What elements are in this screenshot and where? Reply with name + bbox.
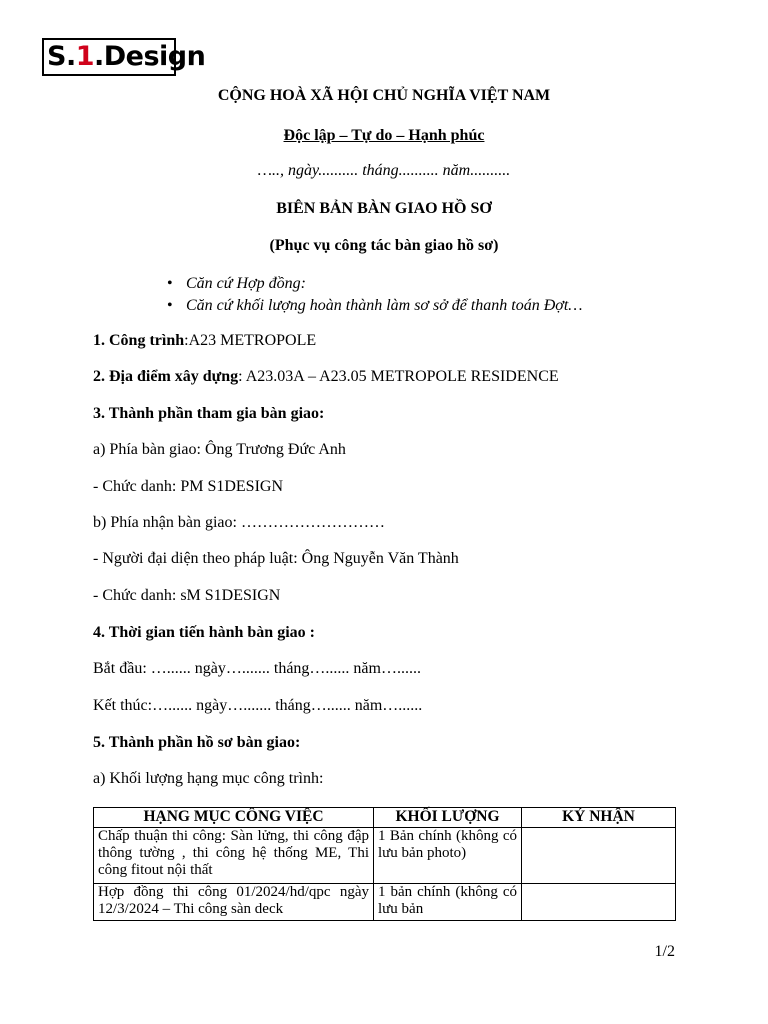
receiving-party: b) Phía nhận bàn giao: ……………………… — [93, 514, 385, 531]
location-line: 2. Địa điểm xây dựng: A23.03A – A23.05 METROPOLE RESIDENCE — [93, 368, 559, 385]
section-5-heading: 5. Thành phần hồ sơ bàn giao: — [93, 734, 301, 751]
document-subtitle: (Phục vụ công tác bàn giao hồ sơ) — [269, 237, 499, 254]
section-4-heading: 4. Thời gian tiến hành bàn giao : — [93, 624, 315, 641]
section-5a: a) Khối lượng hạng mục công trình: — [93, 770, 324, 787]
national-motto: Độc lập – Tự do – Hạnh phúc — [283, 127, 485, 144]
table-row — [94, 884, 676, 921]
company-logo: S.1.Design — [42, 38, 176, 76]
receiving-position: - Chức danh: sM S1DESIGN — [93, 587, 281, 604]
column-header: KHỐI LƯỢNG — [374, 808, 522, 828]
table-cell — [522, 828, 676, 884]
table-cell: 1 Bản chính (không có lưu bản photo) — [374, 828, 522, 884]
section-3-heading: 3. Thành phần tham gia bàn giao: — [93, 405, 325, 422]
table-cell — [522, 884, 676, 921]
document-title: BIÊN BẢN BÀN GIAO HỒ SƠ — [276, 200, 492, 217]
project-line: 1. Công trình:A23 METROPOLE — [93, 332, 317, 349]
list-item: • Căn cứ khối lượng hoàn thành làm sơ sở để thanh toán Đợt… — [167, 297, 583, 314]
table-cell: 1 bản chính (không có lưu bản — [374, 884, 522, 921]
table-header-row — [94, 808, 676, 828]
basis-list — [164, 274, 583, 318]
legal-representative: - Người đại diện theo pháp luật: Ông Nguyễn Văn Thành — [93, 550, 459, 567]
column-header: HẠNG MỤC CÔNG VIỆC — [94, 808, 374, 828]
handover-party: a) Phía bàn giao: Ông Trương Đức Anh — [93, 441, 346, 458]
table-row — [94, 828, 676, 884]
page-number: 1/2 — [654, 943, 675, 960]
handover-position: - Chức danh: PM S1DESIGN — [93, 478, 284, 495]
national-title: CỘNG HOÀ XÃ HỘI CHỦ NGHĨA VIỆT NAM — [217, 87, 551, 104]
table-cell: Chấp thuận thi công: Sàn lửng, thi công đập thông tường , thi công hệ thống ME, Thi công fitout nội thất — [94, 828, 374, 884]
table-cell: Hợp đồng thi công 01/2024/hd/qpc ngày 12/3/2024 – Thi công sàn deck — [94, 884, 374, 921]
start-time: Bắt đầu: …...... ngày…....... tháng…...... năm…...... — [93, 660, 421, 677]
date-line: ….., ngày.......... tháng.......... năm.......... — [257, 162, 511, 179]
list-item: • Căn cứ Hợp đồng: — [167, 275, 306, 292]
bullet-icon: • — [167, 297, 173, 314]
bullet-icon: • — [167, 275, 173, 292]
handover-table — [93, 807, 676, 921]
column-header: KÝ NHẬN — [522, 808, 676, 828]
end-time: Kết thúc:…...... ngày…....... tháng…...... năm…...... — [93, 697, 423, 714]
